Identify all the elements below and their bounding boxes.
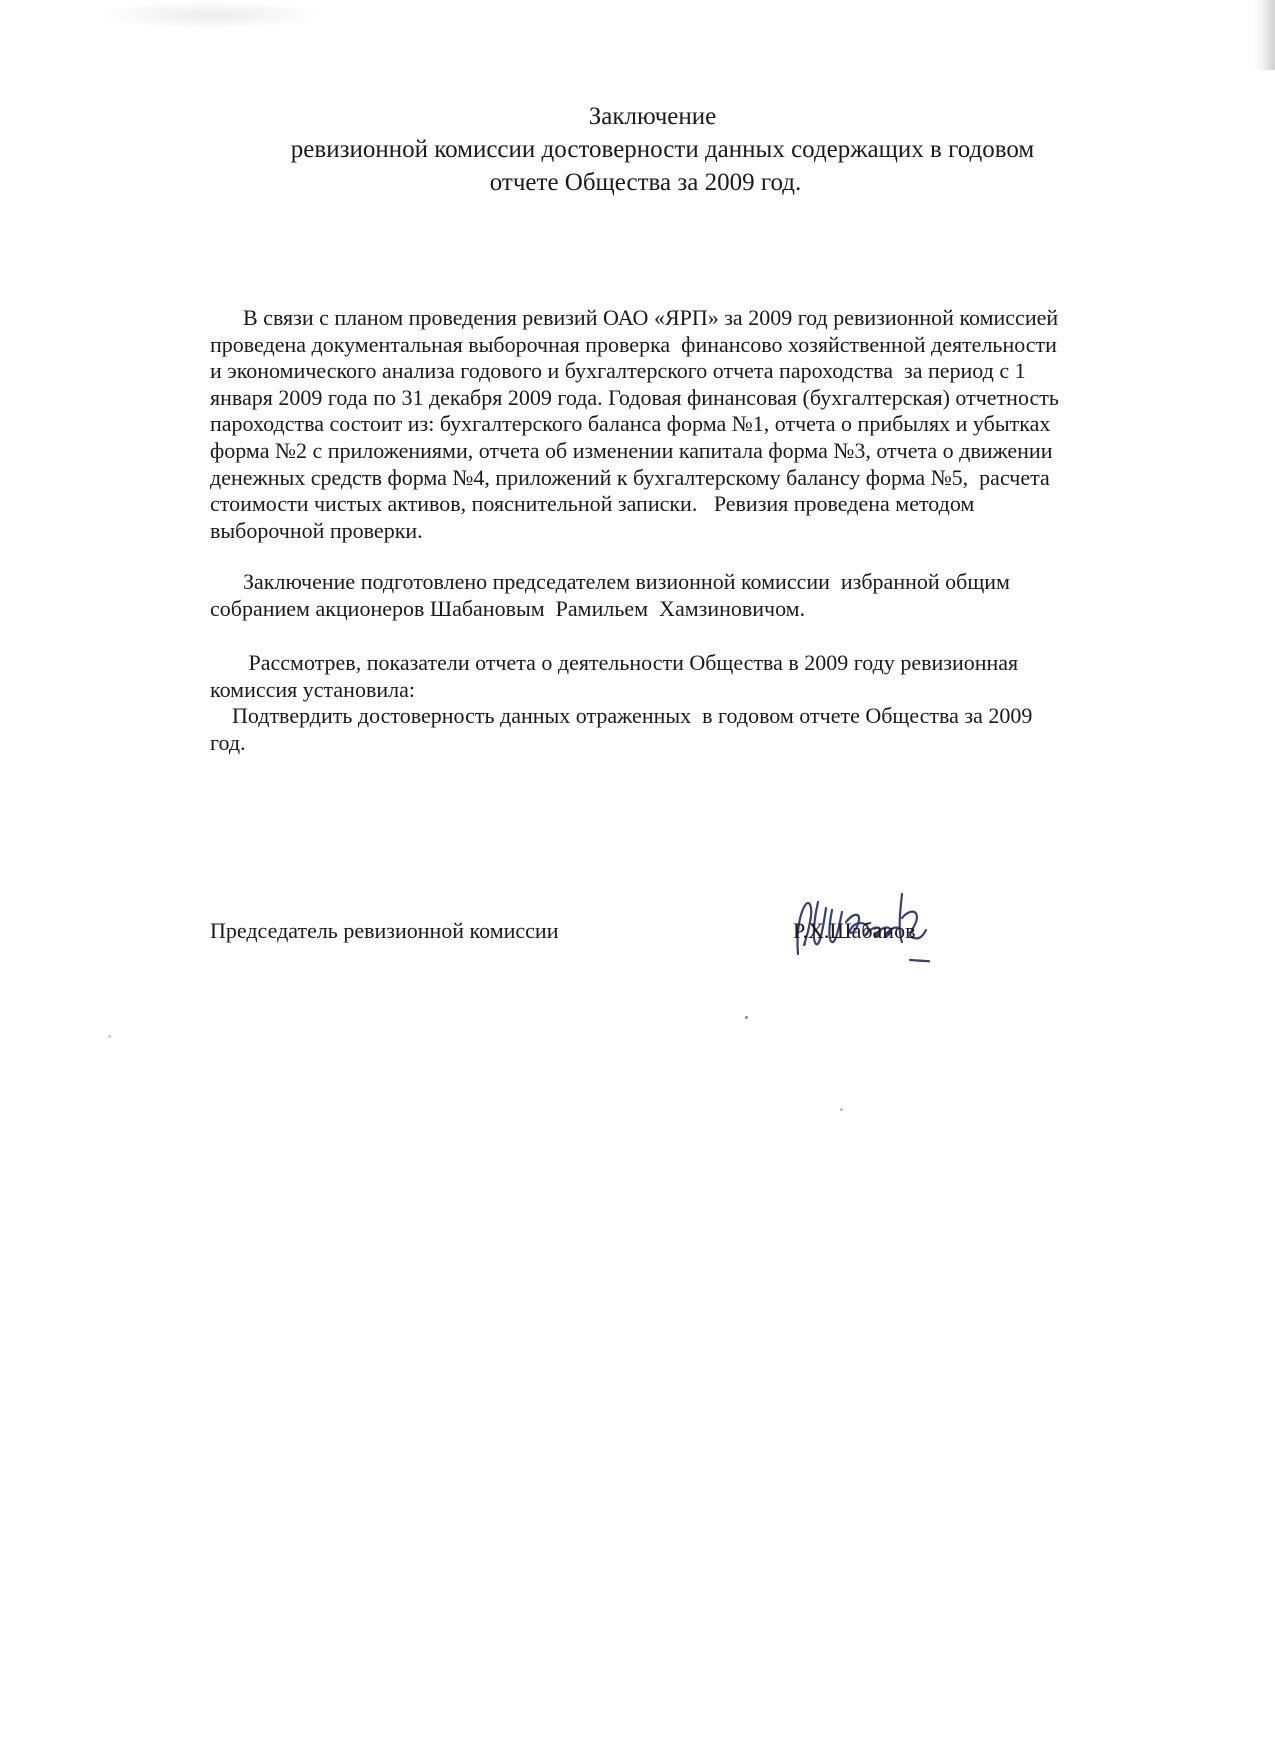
text-line: Заключение подготовлено председателем визионной комиссии избранной общим bbox=[210, 569, 1010, 594]
scan-smudge bbox=[95, 0, 325, 30]
text-line: денежных средств форма №4, приложений к бухгалтерскому балансу форма №5, расчета bbox=[210, 464, 1050, 490]
text-line: В связи с планом проведения ревизий ОАО «ЯРП» за 2009 год ревизионной комиссией bbox=[210, 305, 1059, 330]
title-line-1: Заключение bbox=[588, 103, 717, 130]
signatory-name: Р.Х.Шабанов bbox=[793, 918, 916, 943]
scan-speck bbox=[108, 1035, 111, 1038]
text-line: форма №2 с приложениями, отчета об изменении капитала форма №3, отчета о движении bbox=[210, 437, 1053, 463]
scan-edge-shadow bbox=[1253, 0, 1275, 70]
text-line: пароходства состоит из: бухгалтерского баланса форма №1, отчета о прибылях и убытках bbox=[210, 411, 1051, 437]
scan-speck bbox=[745, 1016, 748, 1019]
scan-speck bbox=[840, 1108, 843, 1111]
paragraph-audit-scope bbox=[210, 305, 1230, 544]
signature-block bbox=[210, 912, 1010, 972]
text-line: Рассмотрев, показатели отчета о деятельности Общества в 2009 году ревизионная bbox=[210, 650, 1019, 675]
text-line: комиссия установила: bbox=[210, 676, 415, 702]
title-line-3: отчете Общества за 2009 год. bbox=[489, 169, 802, 196]
paragraph-prepared-by bbox=[210, 569, 1230, 622]
text-line: проведена документальная выборочная проверка финансово хозяйственной деятельности bbox=[210, 331, 1057, 357]
document-title bbox=[0, 100, 1275, 199]
text-line: собранием акционеров Шабановым Рамильем Хамзиновичом. bbox=[210, 595, 806, 621]
title-line-2: ревизионной комиссии достоверности данных содержащих в годовом bbox=[290, 136, 1035, 163]
text-line: год. bbox=[210, 729, 246, 755]
text-line: стоимости чистых активов, пояснительной записки. Ревизия проведена методом bbox=[210, 491, 975, 517]
text-line: января 2009 года по 31 декабря 2009 года. Годовая финансовая (бухгалтерская) отчетность bbox=[210, 384, 1059, 410]
paragraph-conclusion bbox=[210, 650, 1230, 756]
text-line: Подтвердить достоверность данных отраженных в годовом отчете Общества за 2009 bbox=[210, 703, 1033, 729]
text-line: выборочной проверки. bbox=[210, 517, 423, 543]
text-line: и экономического анализа годового и бухгалтерского отчета пароходства за период с 1 bbox=[210, 358, 1026, 384]
signature-label: Председатель ревизионной комиссии bbox=[210, 918, 559, 943]
